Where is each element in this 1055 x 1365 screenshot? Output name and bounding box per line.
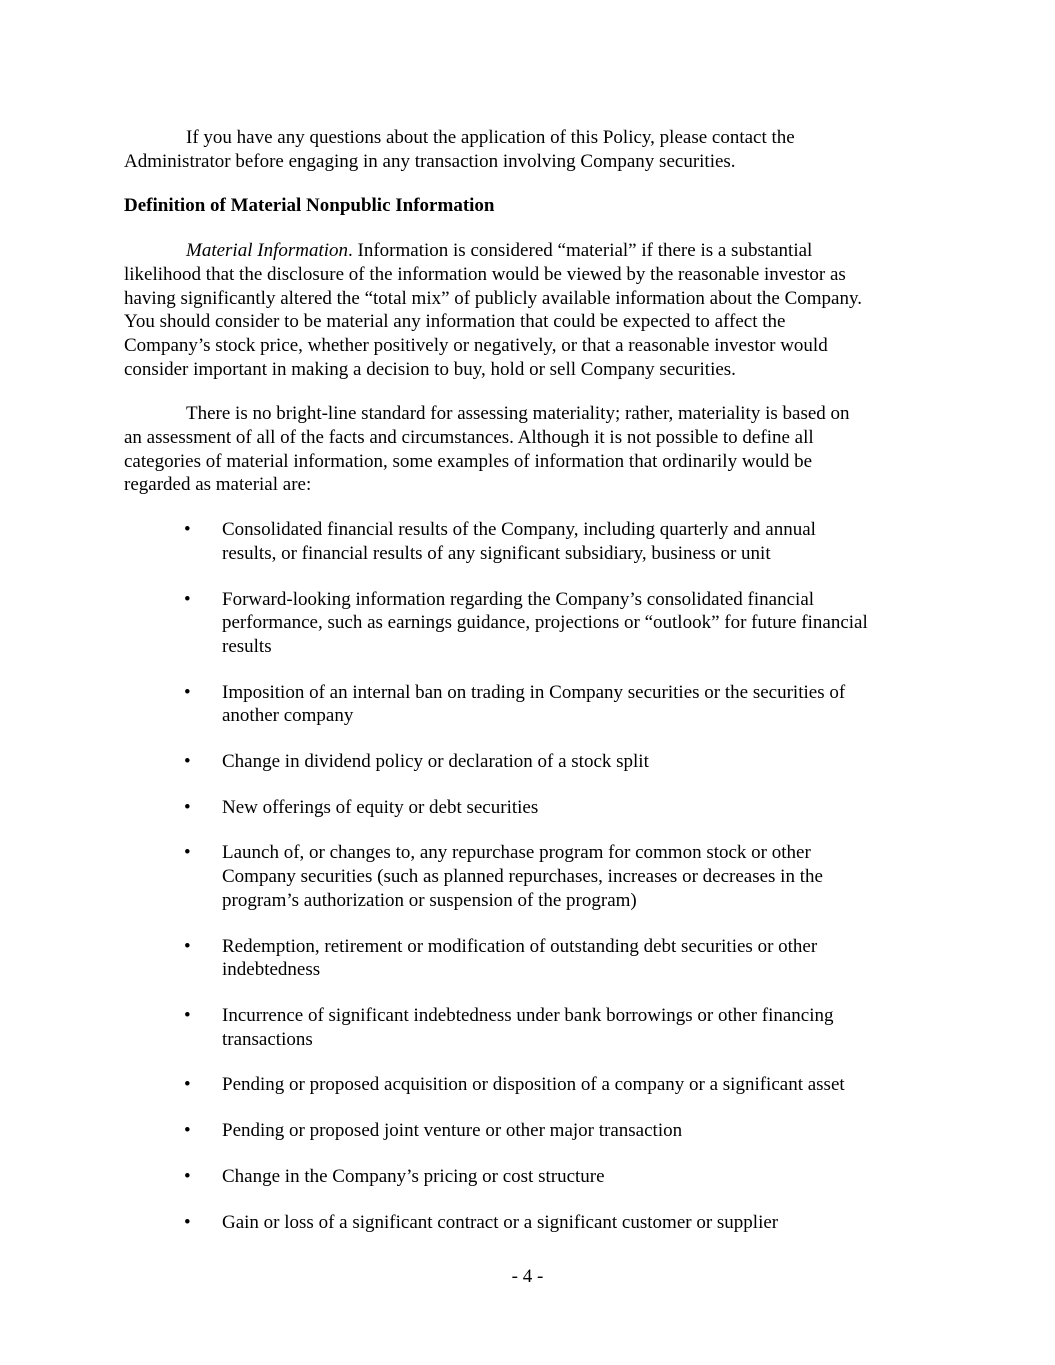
bullet-icon: • <box>184 1211 191 1233</box>
text-line: Pending or proposed joint venture or other major transaction <box>222 1120 683 1142</box>
text-line: Launch of, or changes to, any repurchase program for common stock or other <box>222 842 811 864</box>
text-line: regarded as material are: <box>124 474 312 496</box>
text-line: program’s authorization or suspension of the program) <box>222 889 637 911</box>
text-line: Forward-looking information regarding the Company’s consolidated financial <box>222 588 815 610</box>
text-line: Incurrence of significant indebtedness under bank borrowings or other financing <box>222 1004 834 1026</box>
bullet-icon: • <box>184 935 191 957</box>
bullet-icon: • <box>184 681 191 703</box>
text-line: categories of material information, some examples of information that ordinarily would be <box>124 450 813 472</box>
bullet-icon: • <box>184 1074 191 1096</box>
list-item <box>124 1004 944 1051</box>
list-item <box>124 588 944 659</box>
list-item <box>124 1073 944 1097</box>
list-item <box>124 841 944 912</box>
bullet-icon: • <box>184 751 191 773</box>
text-line: Company securities (such as planned repurchases, increases or decreases in the <box>222 866 823 888</box>
text-line: Company’s stock price, whether positively or negatively, or that a reasonable investor would <box>124 334 828 356</box>
text-line: another company <box>222 705 354 727</box>
text-line: having significantly altered the “total mix” of publicly available information about the Company. <box>124 287 862 309</box>
text-line: If you have any questions about the application of this Policy, please contact the <box>186 127 795 148</box>
text-line: likelihood that the disclosure of the information would be viewed by the reasonable investor as <box>124 263 846 285</box>
examples-bullet-list <box>124 518 944 1234</box>
text-line: Change in dividend policy or declaration of a stock split <box>222 751 649 773</box>
text-line: results <box>222 635 272 657</box>
bullet-icon: • <box>184 842 191 864</box>
text-line: Consolidated financial results of the Company, including quarterly and annual <box>222 519 816 541</box>
text-line: indebtedness <box>222 959 321 981</box>
list-item <box>124 750 944 774</box>
text-line: results, or financial results of any significant subsidiary, business or unit <box>222 542 771 564</box>
text-line: Imposition of an internal ban on trading in Company securities or the securities of <box>222 681 846 703</box>
text-line: Gain or loss of a significant contract or a significant customer or supplier <box>222 1211 779 1233</box>
section-heading: Definition of Material Nonpublic Information <box>124 195 495 217</box>
bullet-icon: • <box>184 1004 191 1026</box>
paragraph-lead: Material Information <box>186 240 349 262</box>
text-line: consider important in making a decision to buy, hold or sell Company securities. <box>124 358 736 380</box>
list-item <box>124 681 944 728</box>
list-item <box>124 796 944 820</box>
bullet-icon: • <box>184 796 191 818</box>
list-item <box>124 1165 944 1189</box>
text-line: There is no bright-line standard for assessing materiality; rather, materiality is based on <box>186 403 850 425</box>
bullet-icon: • <box>184 1120 191 1142</box>
text-line: performance, such as earnings guidance, projections or “outlook” for future financial <box>222 612 868 634</box>
text-line: You should consider to be material any information that could be expected to affect the <box>124 311 786 333</box>
list-item <box>124 518 944 565</box>
text-line: transactions <box>222 1028 313 1050</box>
text-line: New offerings of equity or debt securities <box>222 796 539 818</box>
list-item <box>124 1119 944 1143</box>
page-number: - 4 - <box>511 1266 544 1287</box>
text-line: Redemption, retirement or modification of outstanding debt securities or other <box>222 935 818 957</box>
text-line: . Information is considered “material” if there is a substantial <box>348 240 813 262</box>
text-line: Administrator before engaging in any transaction involving Company securities. <box>124 150 736 172</box>
intro-paragraph <box>124 126 944 173</box>
list-item <box>124 1211 944 1235</box>
text-line: Pending or proposed acquisition or disposition of a company or a significant asset <box>222 1074 845 1096</box>
text-line: Change in the Company’s pricing or cost structure <box>222 1165 605 1187</box>
bullet-icon: • <box>184 1165 191 1187</box>
document-page <box>124 126 944 1256</box>
materiality-paragraph <box>124 402 944 497</box>
bullet-icon: • <box>184 588 191 610</box>
list-item <box>124 935 944 982</box>
material-information-paragraph <box>124 239 944 381</box>
text-line: an assessment of all of the facts and circumstances. Although it is not possible to define all <box>124 427 814 449</box>
bullet-icon: • <box>184 519 191 541</box>
